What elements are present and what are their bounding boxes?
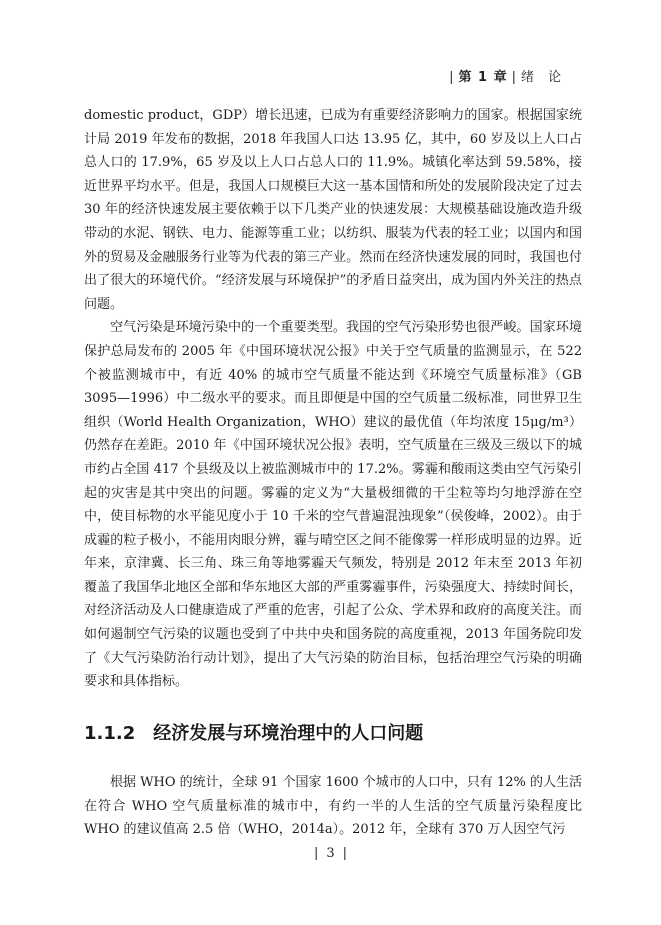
body-text xyxy=(84,104,582,694)
paragraph-continuation: domestic product，GDP）增长迅速，已成为有重要经济影响力的国家。根据国家统计局 2019 年发布的数据，2018 年我国人口达 13.95 亿，其中，60 岁及以上人口占总人口的 17.9%，65 岁及以上人口占总人口的 11.9%。城镇化率达到 59.58%，接近世界平均水平。但是，我国人口规模巨大这一基本国情和所处的发展阶段决定了过去 30 年的经济快速发展主要依赖于以下几类产业的快速发展：大规模基础设施改造升级带动的水泥、钢铁、电力、能源等重工业；以纺织、服装为代表的轻工业；以国内和国外的贸易及金融服务行业等为代表的第三产业。然而在经济快速发展的同时，我国也付出了很大的环境代价。“经济发展与环境保护”的矛盾日益突出，成为国内外关注的热点问题。 xyxy=(84,108,582,312)
chapter-title: 绪论 xyxy=(520,70,575,85)
page-footer xyxy=(0,846,661,861)
header-divider: | xyxy=(449,70,455,85)
footer-divider: | xyxy=(342,846,348,861)
footer-divider: | xyxy=(313,846,319,861)
paragraph-who-statistics: 根据 WHO 的统计，全球 91 个国家 1600 个城市的人口中，只有 12% 的人生活在符合 WHO 空气质量标准的城市中，有约一半的人生活的空气质量污染程度比 WHO 的建议值高 2.5 倍（WHO，2014a）。2012 年，全球有 370 万人因空气污 xyxy=(84,775,582,838)
chapter-label: 第 1 章 xyxy=(458,70,508,85)
page-number: 3 xyxy=(326,846,335,861)
section-title: 经济发展与环境治理中的人口问题 xyxy=(153,723,424,744)
section-heading xyxy=(84,722,582,746)
header-divider: | xyxy=(511,70,517,85)
running-header xyxy=(445,66,575,85)
section-number: 1.1.2 xyxy=(84,723,136,744)
paragraph-air-pollution: 空气污染是环境污染中的一个重要类型。我国的空气污染形势也很严峻。国家环境保护总局发布的 2005 年《中国环境状况公报》中关于空气质量的监测显示，在 522 个被监测城市中，有近 40% 的城市空气质量不能达到《环境空气质量标准》（GB 3095—1996）中二级水平的要求。而且即便是中国的空气质量二级标准，同世界卫生组织（World Health Organization，WHO）建议的最优值（年均浓度 15μg/m³）仍然存在差距。2010 年《中国环境状况公报》表明，空气质量在三级及三级以下的城市约占全国 417 个县级及以上被监测城市中的 17.2%。雾霾和酸雨这类由空气污染引起的灾害是其中突出的问题。雾霾的定义为“大量极细微的干尘粒等均匀地浮游在空中，使目标物的水平能见度小于 10 千米的空气普遍混浊现象”（侯俊峰，2002）。由于成霾的粒子极小，不能用肉眼分辨，霾与晴空区之间不能像雾一样形成明显的边界。近年来，京津冀、长三角、珠三角等地雾霾天气频发，特别是 2012 年末至 2013 年初覆盖了我国华北地区全部和华东地区大部的严重雾霾事件，污染强度大、持续时间长，对经济活动及人口健康造成了严重的危害，引起了公众、学术界和政府的高度关注。而如何遏制空气污染的议题也受到了中共中央和国务院的高度重视，2013 年国务院印发了《大气污染防治行动计划》，提出了大气污染的防治目标，包括治理空气污染的明确要求和具体指标。 xyxy=(84,320,582,690)
section-body xyxy=(84,771,582,842)
